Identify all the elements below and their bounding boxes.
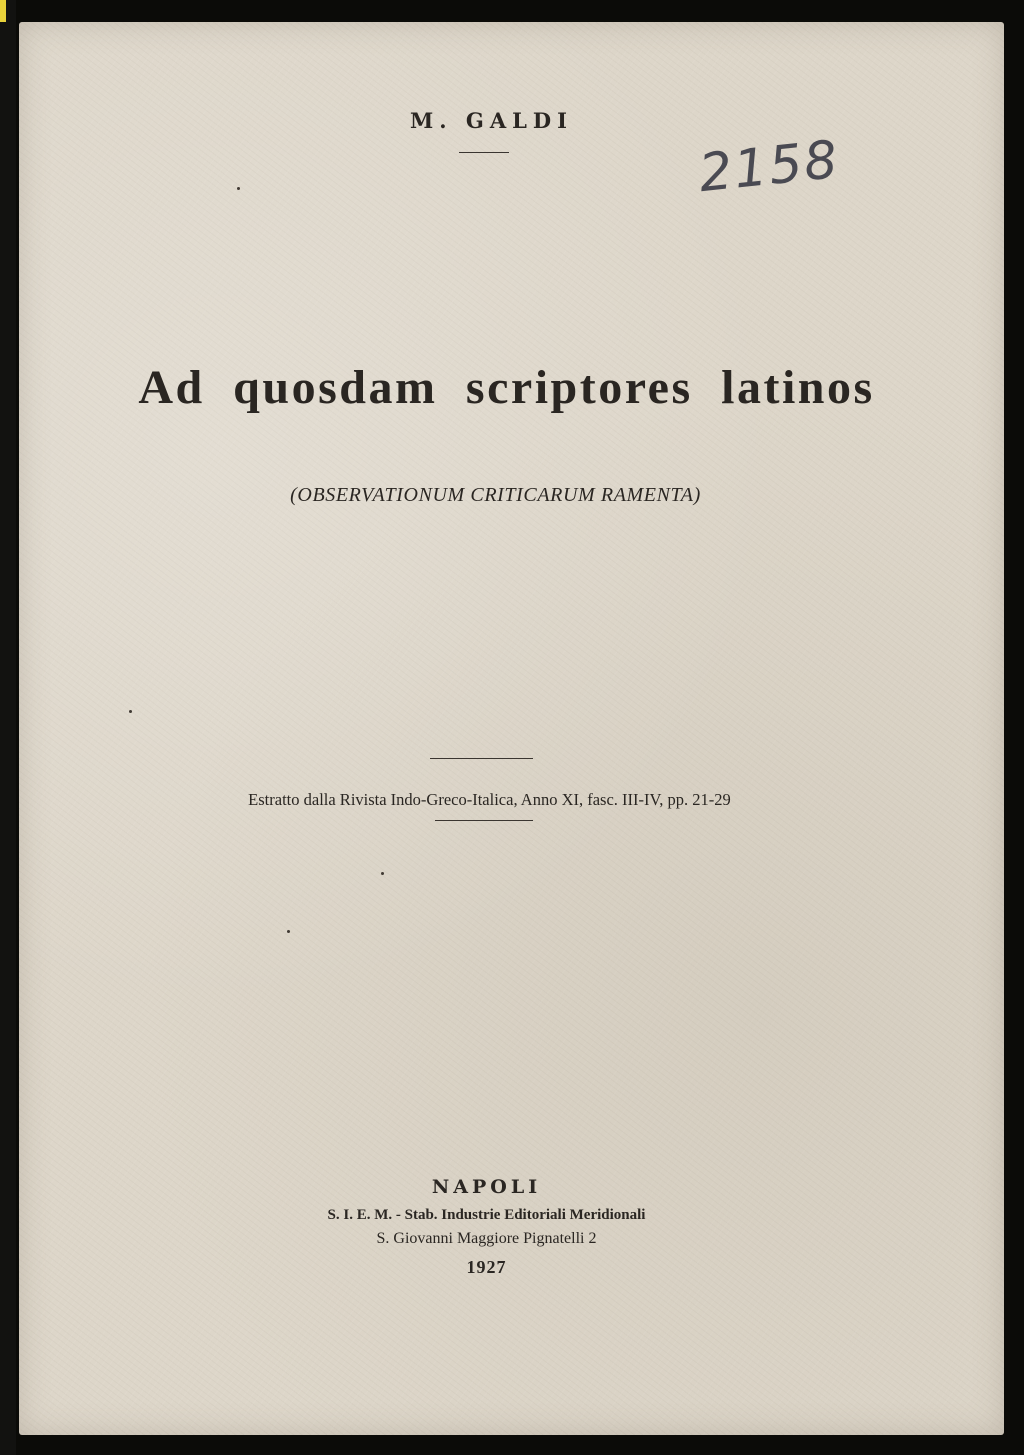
extract-rule-bottom xyxy=(435,820,533,821)
publication-year: 1927 xyxy=(466,1257,507,1277)
paper-speck xyxy=(237,187,240,190)
paper-speck xyxy=(287,930,290,933)
color-tab-marker xyxy=(0,0,6,22)
subtitle: (OBSERVATIONUM CRITICARUM RAMENTA) xyxy=(290,484,701,506)
publication-city: NAPOLI xyxy=(431,1176,542,1198)
author-rule xyxy=(459,152,509,153)
paper-speck xyxy=(381,872,384,875)
publisher: S. I. E. M. - Stab. Industrie Editoriali Meridionali xyxy=(327,1207,646,1223)
handwritten-shelf-number: 2158 xyxy=(696,129,843,205)
booklet-cover xyxy=(19,22,1004,1435)
extract-note: Estratto dalla Rivista Indo-Greco-Italica, Anno XI, fasc. III-IV, pp. 21-29 xyxy=(248,790,731,809)
title: Ad quosdam scriptores latinos xyxy=(138,361,875,414)
author-name: M. GALDI xyxy=(410,108,573,133)
extract-rule-top xyxy=(430,758,533,759)
publisher-address: S. Giovanni Maggiore Pignatelli 2 xyxy=(376,1230,597,1247)
paper-speck xyxy=(129,710,132,713)
